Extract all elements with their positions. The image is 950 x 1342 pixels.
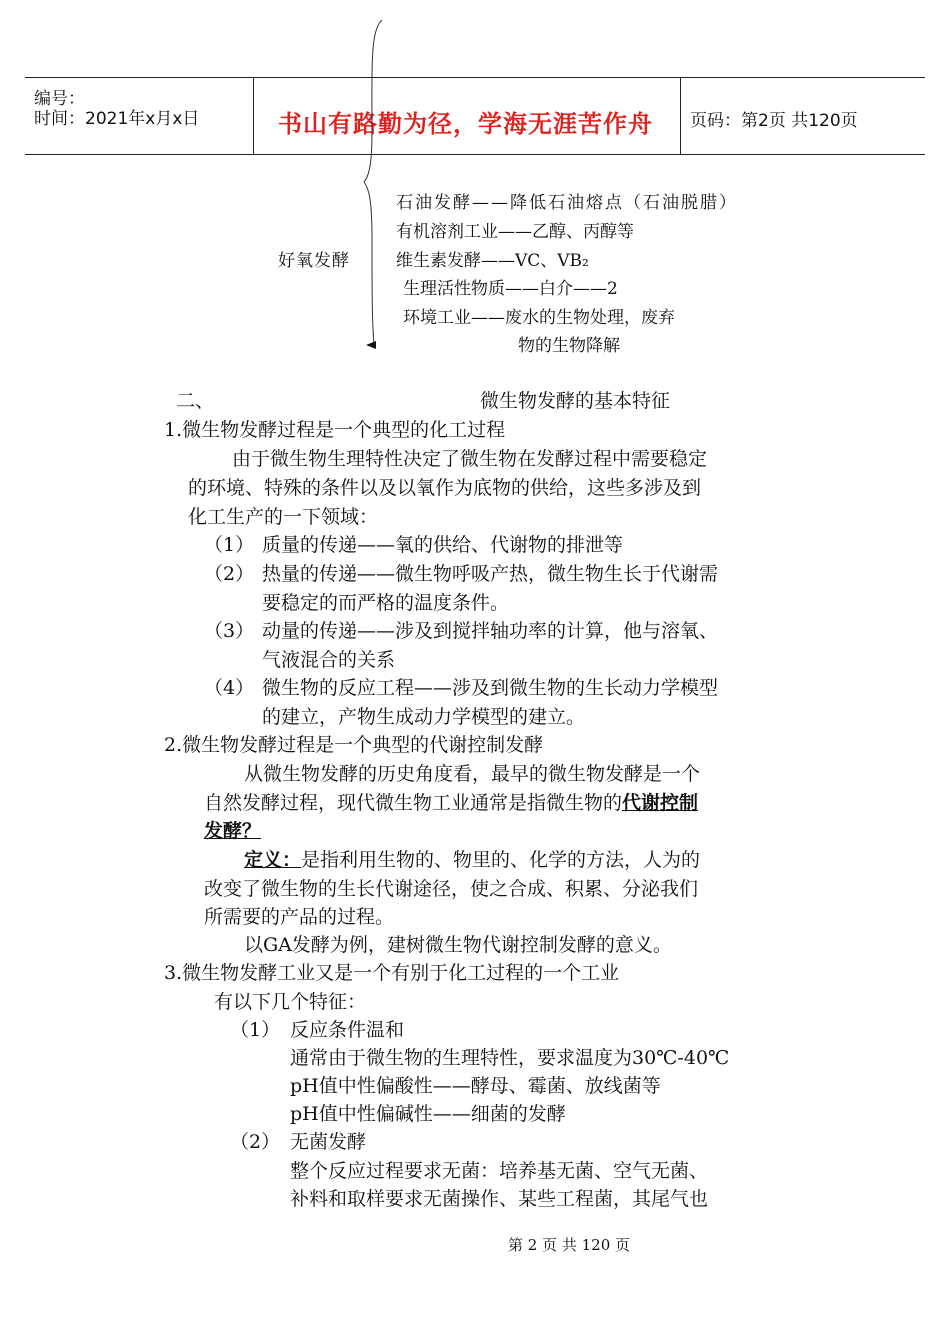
example-line: 以GA发酵为例，建树微生物代谢控制发酵的意义。 — [244, 934, 672, 956]
point1-item-text: 微生物的反应工程——涉及到微生物的生长动力学模型 — [262, 677, 719, 699]
header-divider-right — [680, 77, 681, 155]
point2-emphasis: 发酵？ — [204, 820, 262, 842]
aerobic-item: 生理活性物质——白介——2 — [403, 279, 618, 299]
page-info: 页码：第2页 共120页 — [690, 111, 858, 131]
point1-item-num: （2） — [204, 563, 255, 585]
aerobic-item: 物的生物降解 — [518, 336, 620, 356]
point1-item-text: 的建立，产物生成动力学模型的建立。 — [262, 706, 586, 728]
header-top-rule — [25, 77, 925, 78]
point3-heading: 3.微生物发酵工业又是一个有别于化工过程的一个工业 — [164, 962, 620, 984]
point1-item-num: （1） — [204, 534, 255, 556]
point3-item-line: 补料和取样要求无菌操作、某些工程菌，其尾气也 — [290, 1188, 709, 1210]
point3-item-num: （2） — [230, 1131, 281, 1153]
point3-intro: 有以下几个特征： — [214, 991, 367, 1013]
point3-item-title: 反应条件温和 — [290, 1019, 405, 1041]
point2-line — [204, 788, 698, 815]
aerobic-item: 维生素发酵——VC、VB₂ — [396, 251, 589, 271]
point3-item-num: （1） — [230, 1019, 281, 1041]
point2-line-prefix: 自然发酵过程，现代微生物工业通常是指微生物的 — [204, 792, 623, 814]
point1-para-line: 化工生产的一下领域： — [188, 506, 379, 528]
point2-heading: 2.微生物发酵过程是一个典型的代谢控制发酵 — [164, 734, 544, 756]
point1-item-text: 热量的传递——微生物呼吸产热，微生物生长于代谢需 — [262, 563, 719, 585]
point1-item-text: 气液混合的关系 — [262, 649, 396, 671]
aerobic-item: 有机溶剂工业——乙醇、丙醇等 — [396, 222, 634, 242]
point1-para-line: 的环境、特殊的条件以及以氧作为底物的供给，这些多涉及到 — [188, 477, 702, 499]
point3-item-line: pH值中性偏酸性——酵母、霉菌、放线菌等 — [290, 1075, 661, 1097]
time-label: 时间：2021年x月x日 — [34, 109, 200, 129]
point1-item-text: 质量的传递——氧的供给、代谢物的排泄等 — [262, 534, 624, 556]
header-divider-left — [253, 77, 254, 155]
point1-item-num: （3） — [204, 620, 255, 642]
header-bottom-rule — [25, 154, 925, 155]
point1-item-text: 动量的传递——涉及到搅拌轴功率的计算，他与溶氧、 — [262, 620, 719, 642]
brace-icon — [360, 10, 390, 370]
definition-text: 是指利用生物的、物里的、化学的方法，人为的 — [301, 849, 701, 871]
number-label: 编号： — [34, 89, 85, 109]
point1-heading: 1.微生物发酵过程是一个典型的化工过程 — [164, 419, 506, 441]
definition-line: 改变了微生物的生长代谢途径，使之合成、积累、分泌我们 — [204, 878, 699, 900]
aerobic-item: 环境工业——废水的生物处理，废弃 — [403, 308, 675, 328]
section-number: 二、 — [176, 390, 215, 412]
section-title: 微生物发酵的基本特征 — [480, 390, 671, 412]
definition-line: 所需要的产品的过程。 — [204, 906, 395, 928]
aerobic-label: 好氧发酵 — [278, 251, 350, 271]
aerobic-item: 石油发酵——降低石油熔点（石油脱腊） — [396, 193, 738, 213]
definition-label: 定义： — [244, 849, 302, 871]
point1-item-num: （4） — [204, 677, 255, 699]
point3-item-line: 整个反应过程要求无菌：培养基无菌、空气无菌、 — [290, 1160, 709, 1182]
page-footer: 第 2 页 共 120 页 — [508, 1236, 631, 1254]
point3-item-line: pH值中性偏碱性——细菌的发酵 — [290, 1103, 566, 1125]
point1-item-text: 要稳定的而严格的温度条件。 — [262, 592, 510, 614]
point2-line: 从微生物发酵的历史角度看，最早的微生物发酵是一个 — [244, 763, 701, 785]
point3-item-line: 通常由于微生物的生理特性，要求温度为30℃-40℃ — [290, 1047, 730, 1069]
point3-item-title: 无菌发酵 — [290, 1131, 367, 1153]
motto: 书山有路勤为径，学海无涯苦作舟 — [278, 109, 653, 138]
point2-emphasis: 代谢控制 — [622, 792, 699, 814]
definition-line — [244, 845, 700, 872]
point1-para-line: 由于微生物生理特性决定了微生物在发酵过程中需要稳定 — [232, 448, 708, 470]
